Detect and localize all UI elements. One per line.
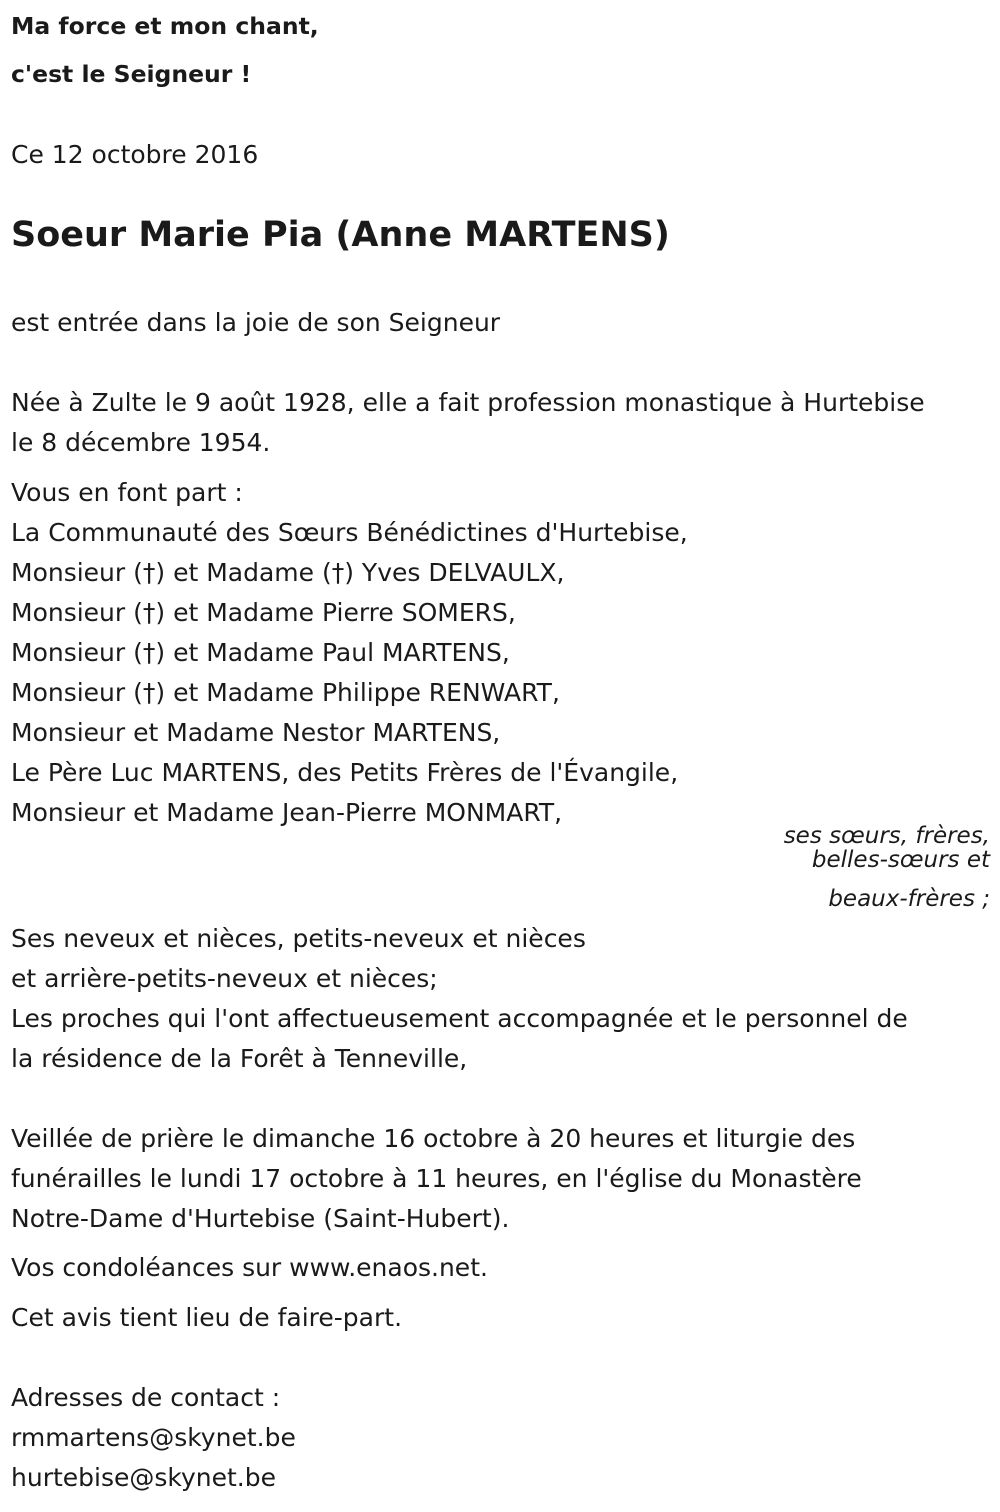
family-member: Monsieur (†) et Madame (†) Yves DELVAULX, <box>11 558 565 587</box>
relatives-line: et arrière-petits-neveux et nièces; <box>11 964 438 993</box>
relatives-line: Ses neveux et nièces, petits-neveux et nièces <box>11 924 586 953</box>
deceased-name: Soeur Marie Pia (Anne MARTENS) <box>11 215 670 255</box>
relation-line-3: beaux-frères ; <box>828 886 990 912</box>
biography-line-2: le 8 décembre 1954. <box>11 428 271 457</box>
epigraph-line-1: Ma force et mon chant, <box>11 12 319 40</box>
family-member: Le Père Luc MARTENS, des Petits Frères de l'Évangile, <box>11 758 679 787</box>
date-line: Ce 12 octobre 2016 <box>11 140 259 169</box>
family-member: Monsieur et Madame Jean-Pierre MONMART, <box>11 798 563 827</box>
family-member: Monsieur (†) et Madame Philippe RENWART, <box>11 678 560 707</box>
contact-email: rmmartens@skynet.be <box>11 1423 296 1452</box>
family-intro: Vous en font part : <box>11 478 243 507</box>
family-member: La Communauté des Sœurs Bénédictines d'Hurtebise, <box>11 518 688 547</box>
ceremony-line: Notre-Dame d'Hurtebise (Saint-Hubert). <box>11 1204 510 1233</box>
condolences-line: Vos condoléances sur www.enaos.net. <box>11 1253 488 1282</box>
epigraph-line-2: c'est le Seigneur ! <box>11 60 252 88</box>
family-member: Monsieur et Madame Nestor MARTENS, <box>11 718 501 747</box>
notice-line: Cet avis tient lieu de faire-part. <box>11 1303 403 1332</box>
family-member: Monsieur (†) et Madame Paul MARTENS, <box>11 638 510 667</box>
relation-line-1: ses sœurs, frères, <box>783 823 990 849</box>
announcement: est entrée dans la joie de son Seigneur <box>11 308 501 337</box>
contact-label: Adresses de contact : <box>11 1383 281 1412</box>
relatives-line: Les proches qui l'ont affectueusement accompagnée et le personnel de <box>11 1004 908 1033</box>
family-member: Monsieur (†) et Madame Pierre SOMERS, <box>11 598 516 627</box>
relation-line-2: belles-sœurs et <box>811 847 990 873</box>
relatives-line: la résidence de la Forêt à Tenneville, <box>11 1044 468 1073</box>
ceremony-line: Veillée de prière le dimanche 16 octobre à 20 heures et liturgie des <box>11 1124 856 1153</box>
contact-email: hurtebise@skynet.be <box>11 1463 277 1492</box>
biography-line-1: Née à Zulte le 9 août 1928, elle a fait profession monastique à Hurtebise <box>11 388 925 417</box>
ceremony-line: funérailles le lundi 17 octobre à 11 heures, en l'église du Monastère <box>11 1164 862 1193</box>
